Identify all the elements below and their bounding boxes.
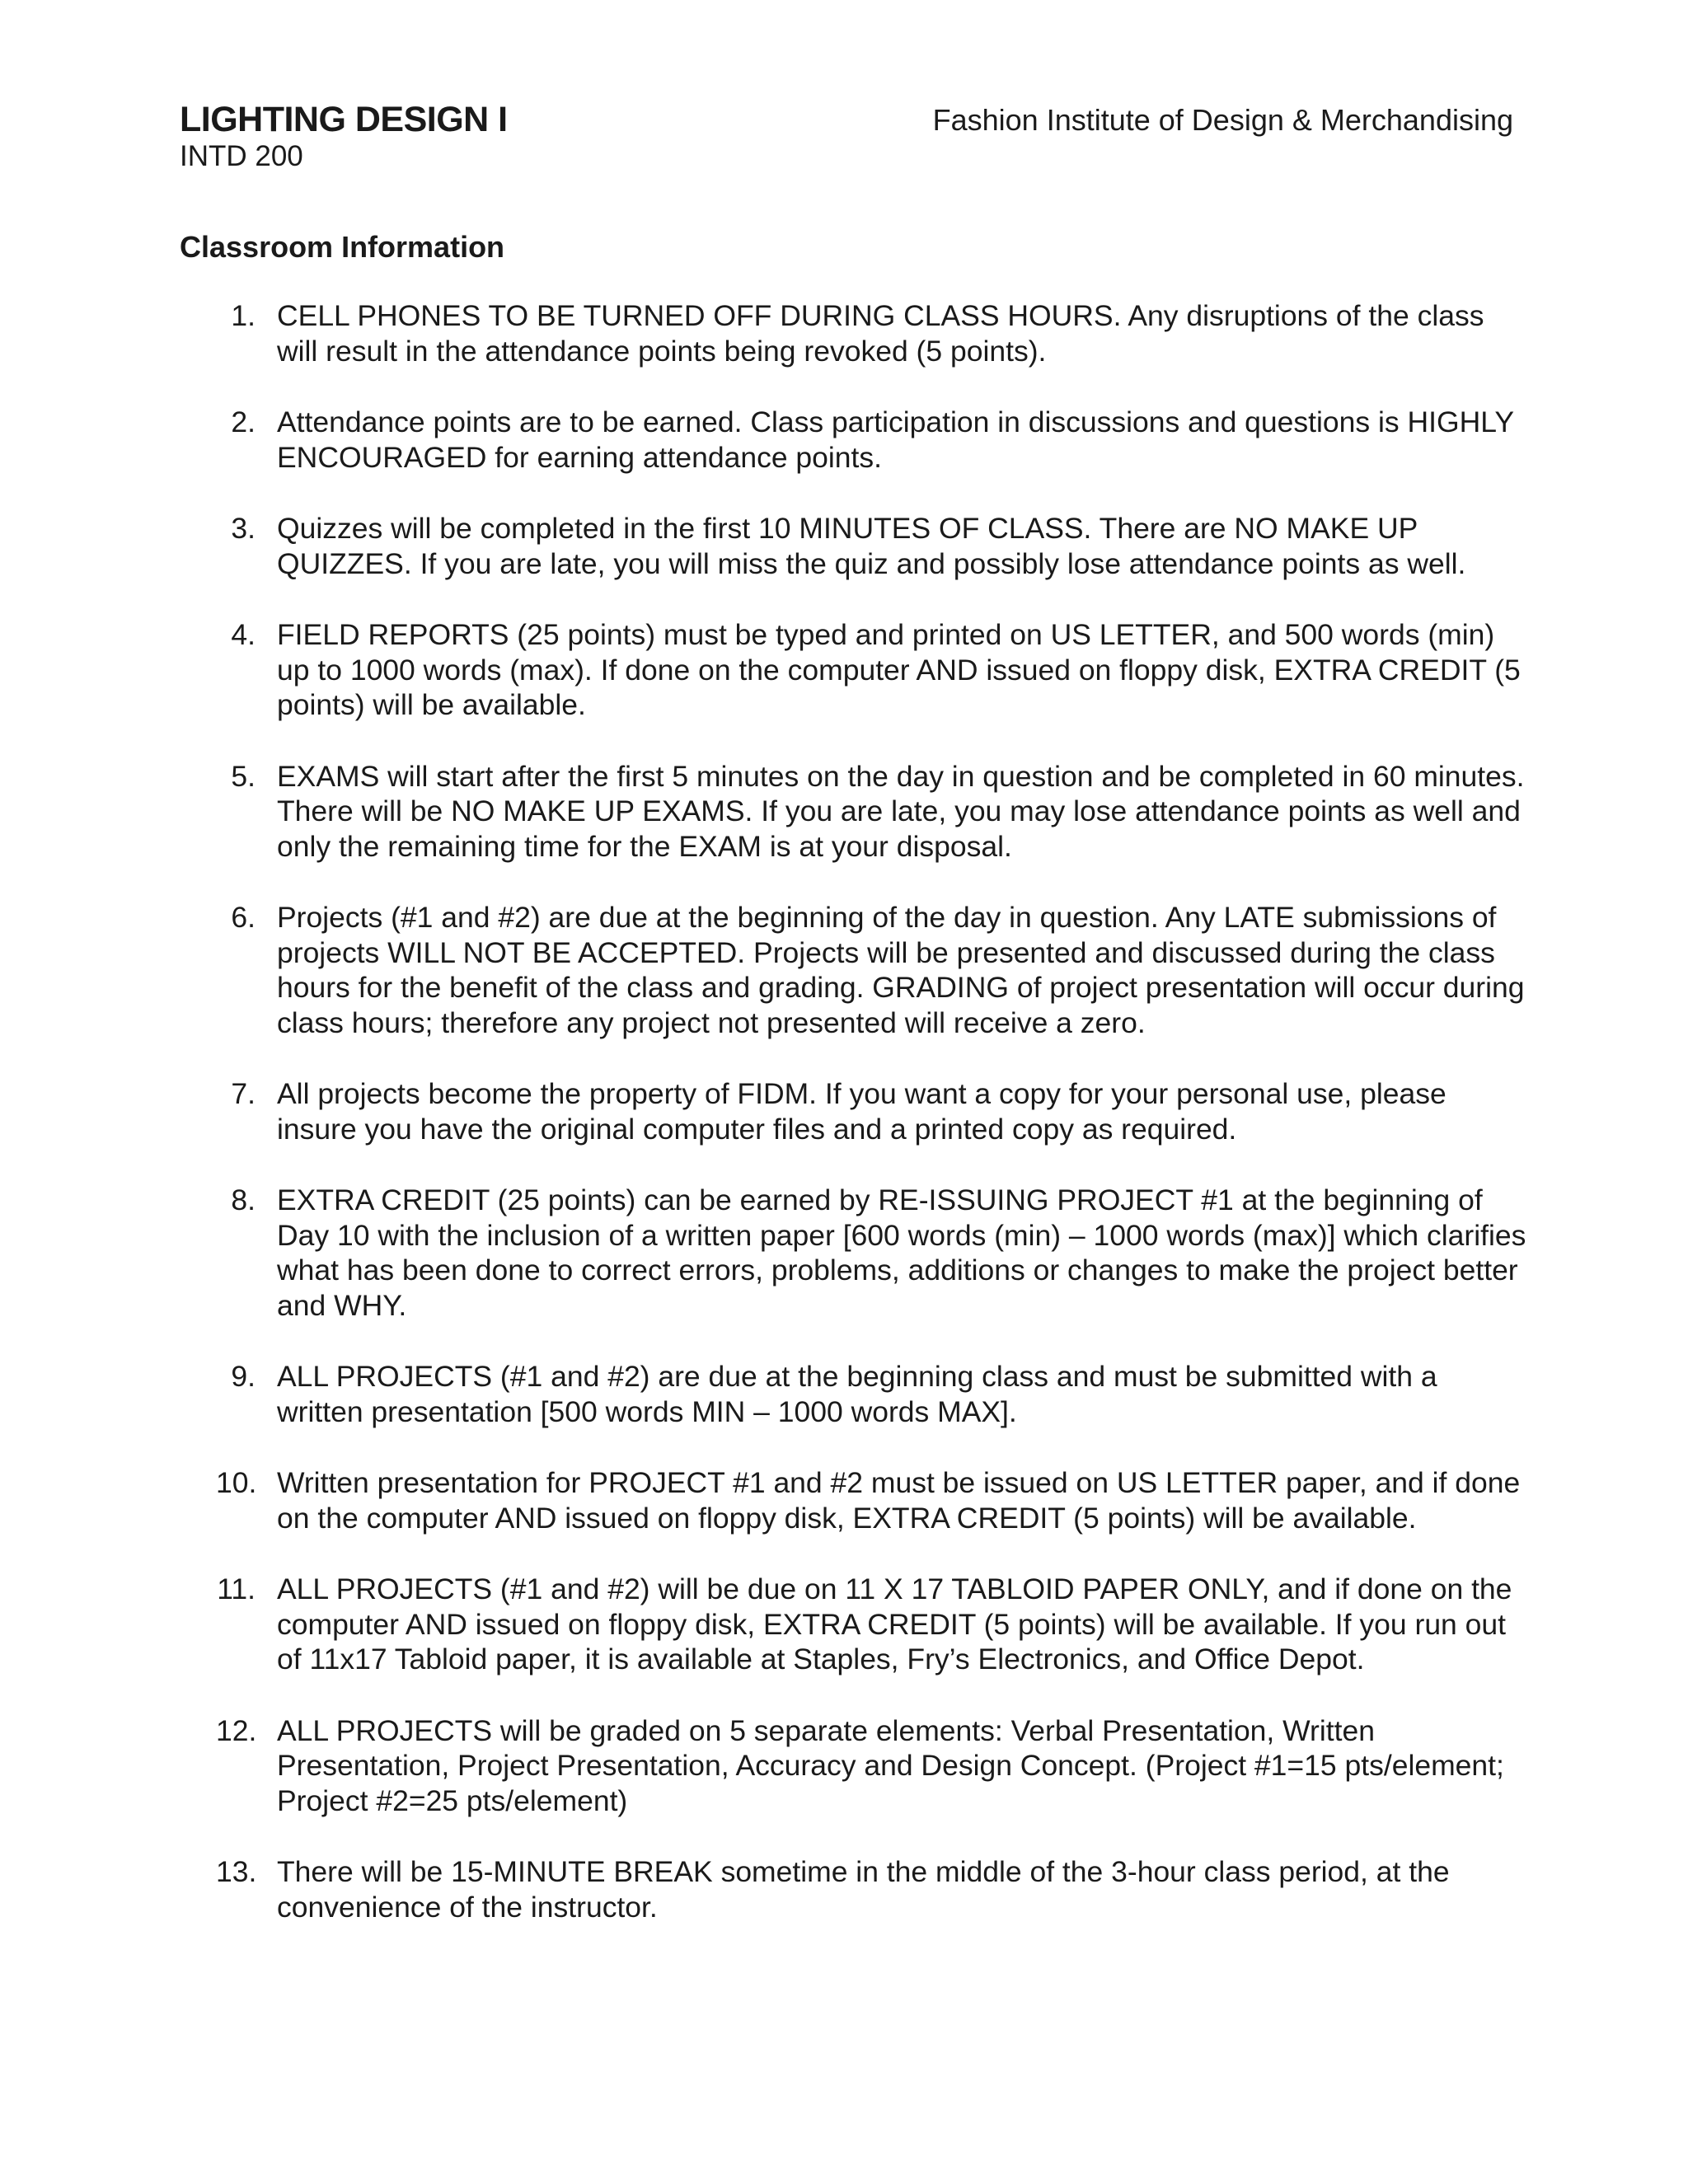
rule-item	[0, 900, 1688, 1040]
rule-item	[0, 1076, 1688, 1146]
rule-number: 2.	[231, 405, 256, 438]
rule-item	[0, 1713, 1688, 1819]
rule-item	[0, 1572, 1688, 1677]
rule-number: 8.	[231, 1183, 256, 1216]
rule-item	[0, 511, 1688, 581]
rule-item	[0, 1359, 1688, 1429]
rule-number: 5.	[231, 759, 256, 793]
rule-text: EXTRA CREDIT (25 points) can be earned by RE-ISSUING PROJECT #1 at the beginning of Day 10 with the inclusion of a written paper [600 words (min) – 1000 words (max)] which clarifies what has been done to correct errors, problems, additions or changes to make the project better and WHY.	[277, 1183, 1526, 1322]
rule-text: Projects (#1 and #2) are due at the beginning of the day in question. Any LATE submissions of projects WILL NOT BE ACCEPTED. Projects will be presented and discussed during the class hours for the benefit of the class and grading. GRADING of project presentation will occur during class hours; therefore any project not presented will receive a zero.	[277, 901, 1525, 1039]
rule-text: ALL PROJECTS will be graded on 5 separate elements: Verbal Presentation, Written Presentation, Project Presentation, Accuracy and Design Concept. (Project #1=15 pts/element; Project #2=25 pts/element)	[277, 1713, 1504, 1817]
rule-text: EXAMS will start after the first 5 minutes on the day in question and be completed in 60 minutes. There will be NO MAKE UP EXAMS. If you are late, you may lose attendance points as well and only the remaining time for the EXAM is at your disposal.	[277, 759, 1525, 863]
rule-number: 13.	[216, 1855, 257, 1888]
course-code: INTD 200	[180, 140, 303, 172]
rule-text: ALL PROJECTS (#1 and #2) will be due on 11 X 17 TABLOID PAPER ONLY, and if done on the computer AND issued on floppy disk, EXTRA CREDIT (5 points) will be available. If you run out of 11x17 Tabloid paper, it is available at Staples, Fry’s Electronics, and Office Depot.	[277, 1572, 1512, 1675]
rule-item	[0, 298, 1688, 368]
rule-item	[0, 1854, 1688, 1924]
rule-text: There will be 15-MINUTE BREAK sometime in the middle of the 3-hour class period, at the convenience of the instructor.	[277, 1855, 1450, 1924]
rules-list	[0, 298, 1688, 1961]
rule-text: All projects become the property of FIDM. If you want a copy for your personal use, please insure you have the original computer files and a printed copy as required.	[277, 1077, 1447, 1146]
rule-text: Attendance points are to be earned. Class participation in discussions and questions is HIGHLY ENCOURAGED for earning attendance points.	[277, 405, 1514, 474]
rule-text: Quizzes will be completed in the first 10 MINUTES OF CLASS. There are NO MAKE UP QUIZZES. If you are late, you will miss the quiz and possibly lose attendance points as well.	[277, 512, 1466, 580]
institution-name: Fashion Institute of Design & Merchandising	[932, 103, 1513, 137]
rule-text: CELL PHONES TO BE TURNED OFF DURING CLASS HOURS. Any disruptions of the class will result in the attendance points being revoked (5 points).	[277, 299, 1484, 368]
rule-text: Written presentation for PROJECT #1 and #2 must be issued on US LETTER paper, and if done on the computer AND issued on floppy disk, EXTRA CREDIT (5 points) will be available.	[277, 1466, 1521, 1535]
section-heading: Classroom Information	[180, 230, 505, 264]
rule-number: 12.	[216, 1713, 257, 1747]
rule-item	[0, 617, 1688, 723]
course-title: LIGHTING DESIGN I	[180, 100, 508, 139]
rule-item	[0, 405, 1688, 475]
rule-item	[0, 1465, 1688, 1535]
rule-text: FIELD REPORTS (25 points) must be typed and printed on US LETTER, and 500 words (min) up to 1000 words (max). If done on the computer AND issued on floppy disk, EXTRA CREDIT (5 points) will be available.	[277, 618, 1521, 721]
rule-text: ALL PROJECTS (#1 and #2) are due at the beginning class and must be submitted with a written presentation [500 words MIN – 1000 words MAX].	[277, 1360, 1437, 1428]
rule-number: 10.	[216, 1466, 257, 1499]
rule-number: 3.	[231, 512, 256, 545]
rule-number: 1.	[231, 299, 256, 332]
rule-number: 6.	[231, 901, 256, 934]
rule-number: 4.	[231, 618, 256, 651]
rule-number: 11.	[217, 1572, 256, 1605]
rule-number: 9.	[231, 1360, 256, 1393]
rule-item	[0, 759, 1688, 865]
rule-number: 7.	[231, 1077, 256, 1110]
rule-item	[0, 1183, 1688, 1323]
